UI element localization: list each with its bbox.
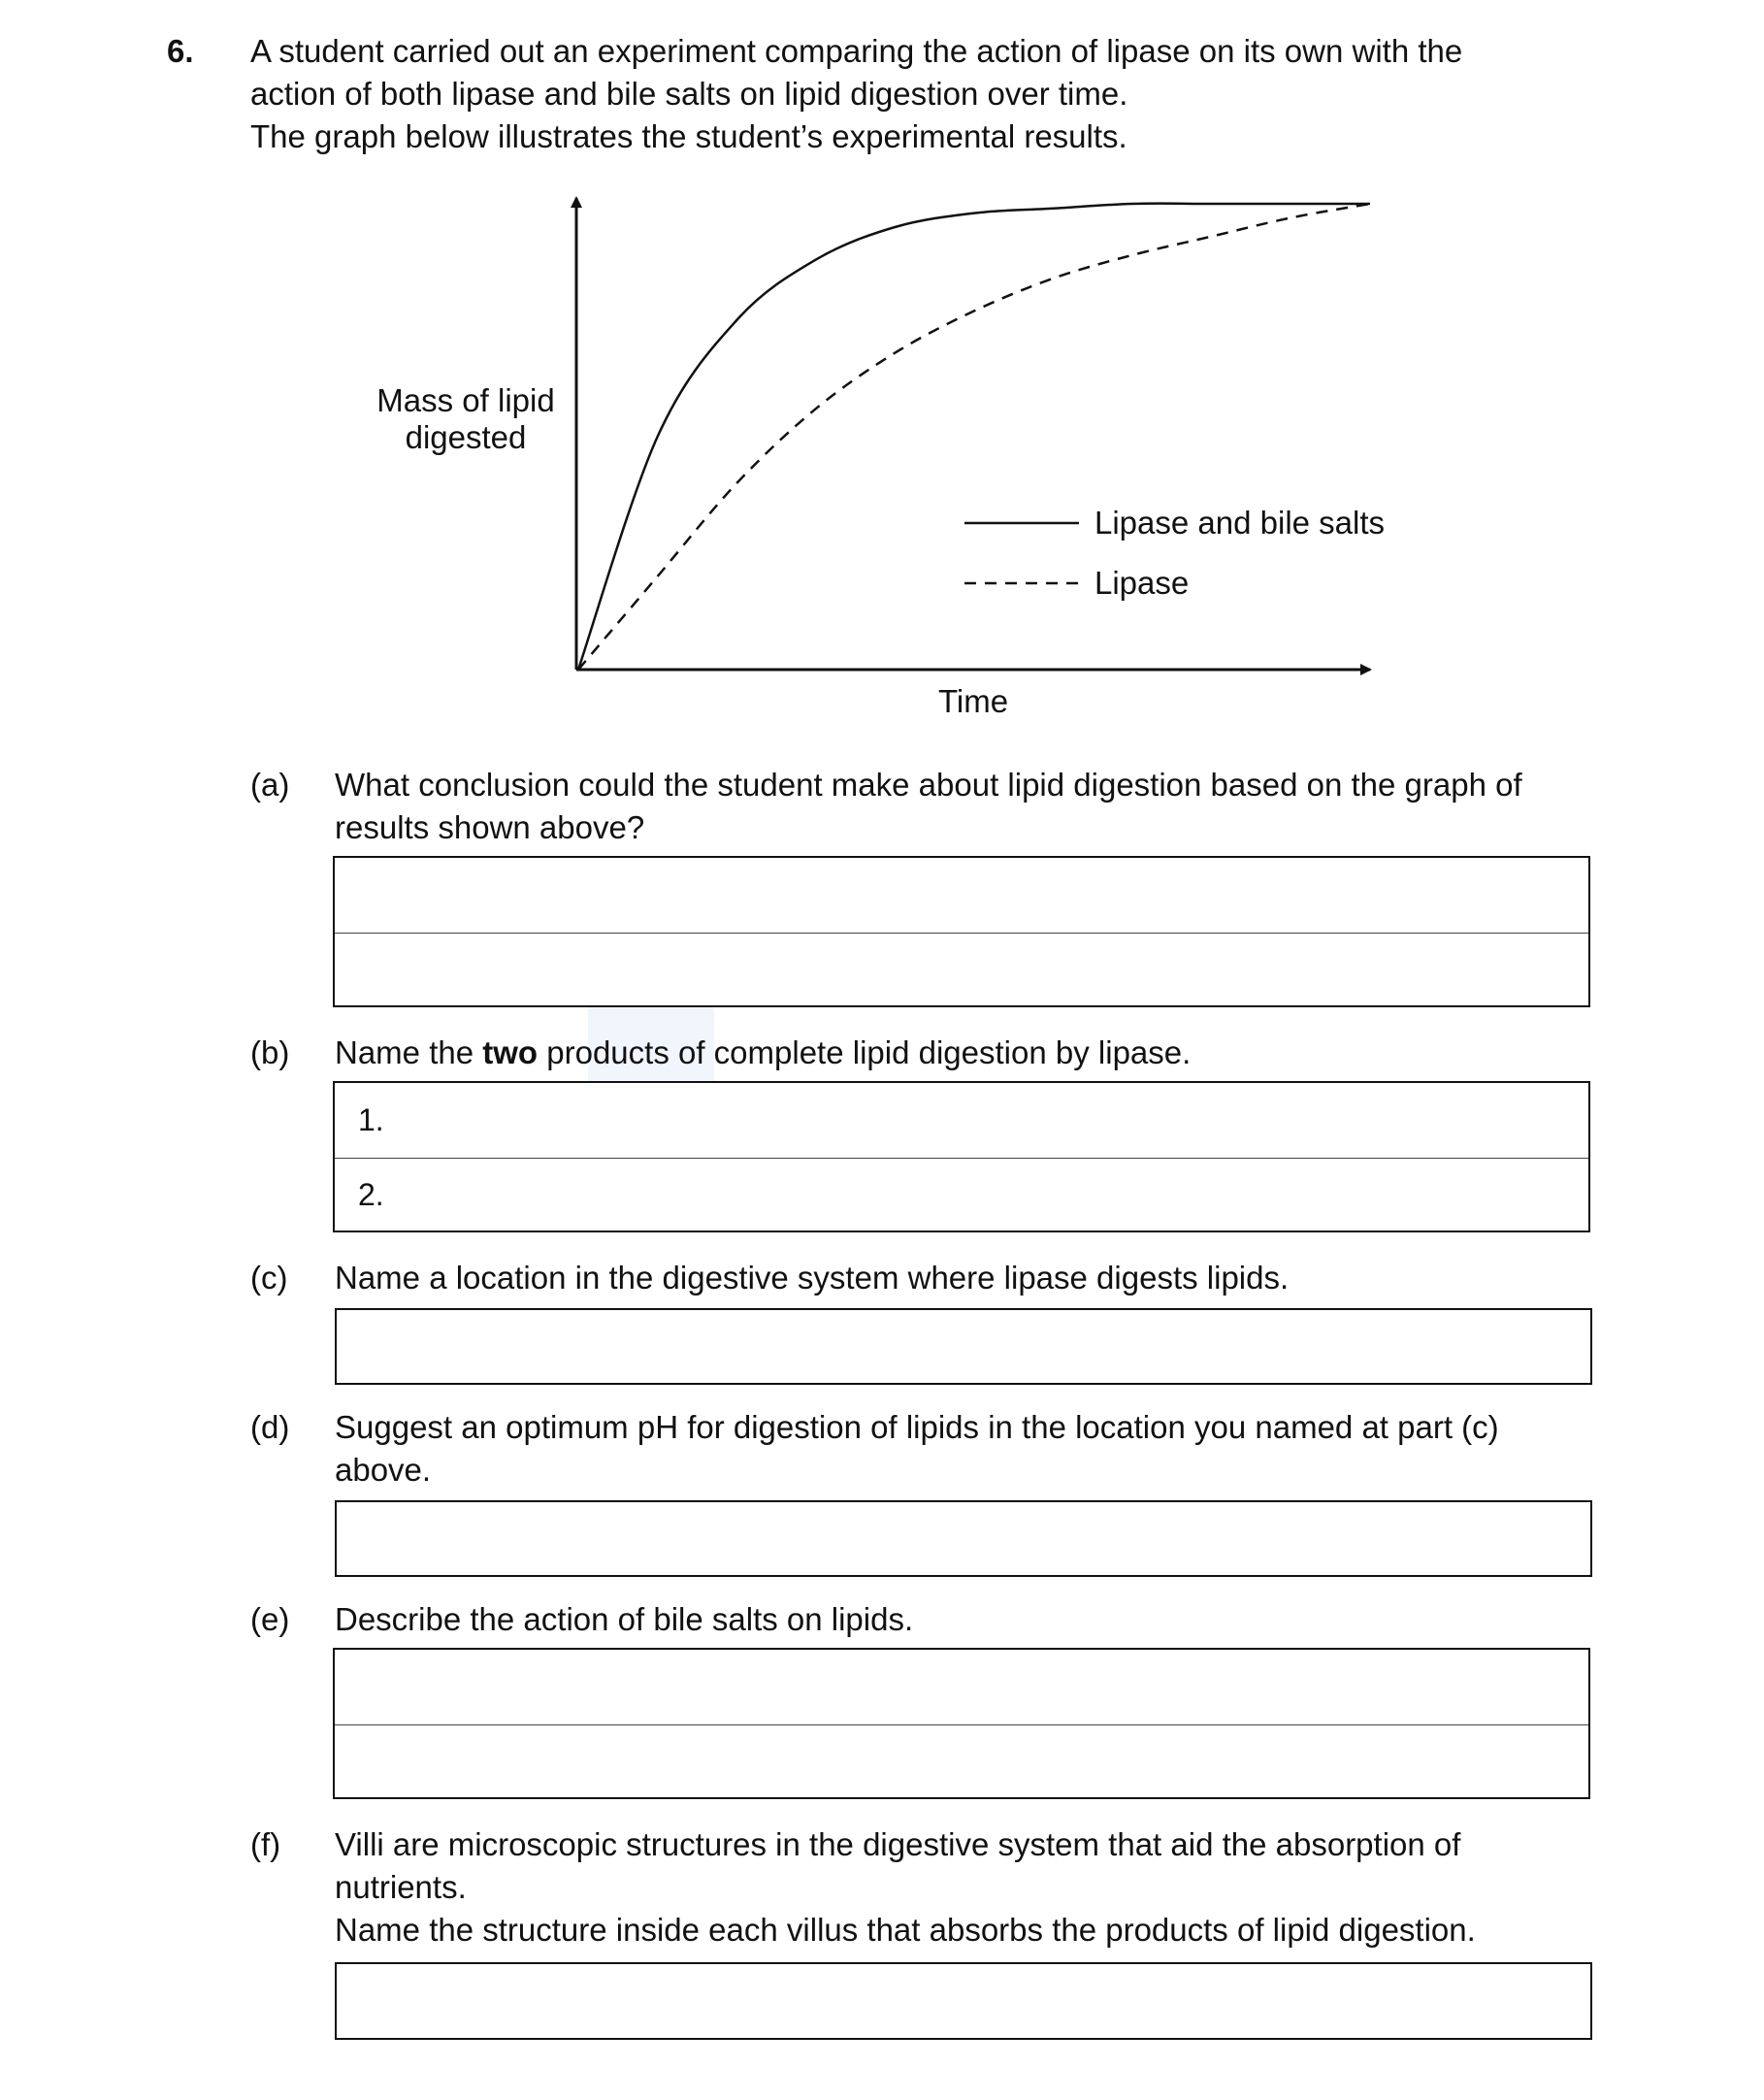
part-a-line-2: results shown above?: [335, 809, 645, 845]
part-e-answer-box[interactable]: [333, 1648, 1590, 1799]
part-b-question: Name the two products of complete lipid digestion by lipase.: [335, 1034, 1192, 1070]
part-a-answer-line-2[interactable]: [335, 933, 1588, 1007]
part-f-line-2: nutrients.: [335, 1869, 467, 1905]
part-d-answer-box[interactable]: [335, 1500, 1592, 1577]
answer-row-number-2: 2.: [358, 1177, 384, 1212]
part-e-line-1: Describe the action of bile salts on lipids.: [335, 1601, 914, 1637]
part-e-label: (e): [250, 1601, 290, 1637]
question-intro-line-3: The graph below illustrates the student’s experimental results.: [250, 118, 1127, 154]
part-b-answer-box[interactable]: [333, 1081, 1590, 1232]
part-f-answer-box[interactable]: [335, 1962, 1592, 2040]
part-a-line-1: What conclusion could the student make about lipid digestion based on the graph of: [335, 767, 1522, 803]
part-e-answer-line-2[interactable]: [335, 1724, 1588, 1799]
part-a-answer-box[interactable]: [333, 856, 1590, 1007]
lipid-digestion-graph: [0, 0, 1764, 757]
part-d-label: (d): [250, 1409, 290, 1445]
part-a-label: (a): [250, 767, 290, 803]
question-number: 6.: [167, 33, 194, 69]
legend-label-lipase: Lipase: [1094, 565, 1190, 601]
part-c-answer-box[interactable]: [335, 1308, 1592, 1385]
part-b-answer-row-2[interactable]: [335, 1158, 1588, 1232]
series-line-lipase-and-bile-salts: [578, 204, 1370, 670]
part-d-line-2: above.: [335, 1452, 432, 1488]
answer-row-number-1: 1.: [358, 1102, 384, 1137]
series-line-lipase: [578, 204, 1370, 670]
part-b-bold-word: two: [482, 1034, 539, 1070]
part-f-line-3: Name the structure inside each villus that absorbs the products of lipid digestion.: [335, 1912, 1476, 1948]
part-b-answer-row-1[interactable]: [335, 1083, 1588, 1158]
part-f-line-1: Villi are microscopic structures in the digestive system that aid the absorption of: [335, 1826, 1461, 1862]
y-axis-label-line-2: digested: [405, 419, 527, 455]
x-axis-label: Time: [937, 683, 1009, 719]
legend-label-lipase-bile: Lipase and bile salts: [1094, 505, 1386, 541]
part-b-label: (b): [250, 1034, 290, 1070]
part-e-answer-line-1[interactable]: [335, 1650, 1588, 1724]
part-a-answer-line-1[interactable]: [335, 858, 1588, 933]
question-intro-line-1: A student carried out an experiment comparing the action of lipase on its own with the: [250, 33, 1463, 69]
y-axis-label-line-1: Mass of lipid: [376, 382, 555, 418]
part-f-label: (f): [250, 1826, 281, 1862]
question-intro-line-2: action of both lipase and bile salts on lipid digestion over time.: [250, 76, 1128, 112]
part-c-label: (c): [250, 1260, 288, 1296]
part-d-line-1: Suggest an optimum pH for digestion of lipids in the location you named at part (c): [335, 1409, 1499, 1445]
part-c-line-1: Name a location in the digestive system where lipase digests lipids.: [335, 1260, 1290, 1296]
